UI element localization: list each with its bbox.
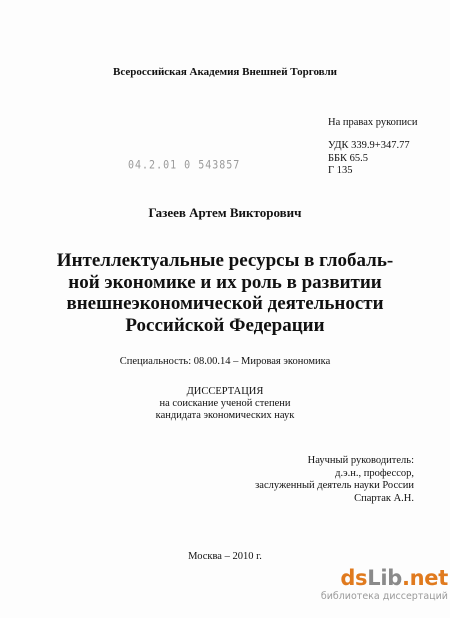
title-line: Российской Федерации [125,314,325,336]
supervisor-title: заслуженный деятель науки России [255,480,414,491]
supervisor-label: Научный руководитель: [307,455,414,466]
author-name: Газеев Артем Викторович [148,205,302,220]
title-line: Интеллектуальные ресурсы в глобаль- [56,250,394,271]
dissertation-heading: ДИССЕРТАЦИЯ [186,386,264,397]
dslib-logo [286,567,448,589]
udk-code: УДК 339.9+347.77 [328,140,410,151]
rights-note: На правах рукописи [328,117,418,128]
supervisor-name: Спартак А.Н. [354,492,414,504]
dissertation-block [0,386,450,422]
city-year: Москва – 2010 г. [188,551,262,562]
title-line: ной экономике и их роль в развитии [68,271,382,293]
logo-part-ds: ds [340,566,368,590]
logo-part-lib: Lib [367,566,402,590]
academy-name: Всероссийская Академия Внешней Торговли [112,66,337,78]
specialty: Специальность: 08.00.14 – Мировая экономика [119,356,331,367]
watermark-subtitle: библиотека диссертаций [320,591,448,602]
author-mark-code: Г 135 [328,165,353,176]
title-line: внешнеэкономической деятельности [66,293,384,314]
dissertation-title [40,250,410,336]
dslib-watermark[interactable] [286,567,448,602]
logo-part-net: .net [401,566,448,590]
supervisor-degree: д.э.н., профессор, [335,467,414,479]
degree-line: на соискание ученой степени [159,398,291,409]
classification-codes [328,140,410,178]
bbk-code: ББК 65.5 [328,152,369,164]
supervisor-block [255,455,414,505]
degree-line: кандидата экономических наук [155,410,295,421]
registration-stamp: 04.2.01 0 543857 [128,159,241,172]
